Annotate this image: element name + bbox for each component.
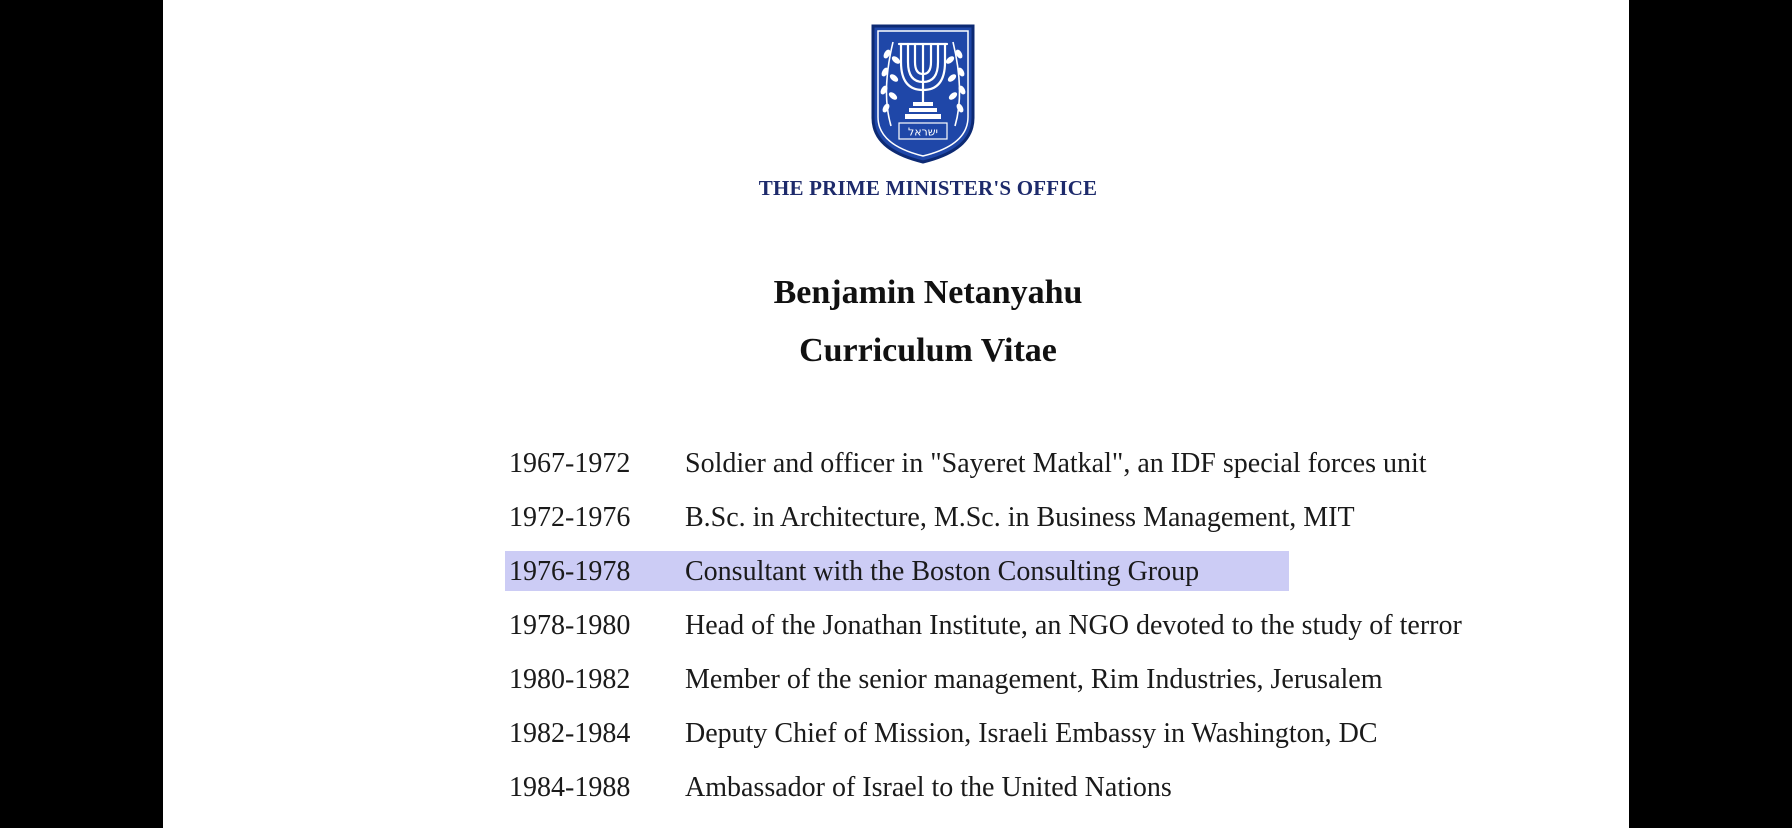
cv-entry-description: Soldier and officer in "Sayeret Matkal", an IDF special forces unit [685, 448, 1427, 479]
document-page [163, 0, 1629, 828]
cv-entry-period: 1984-1988 [509, 772, 631, 803]
cv-entry-description: Head of the Jonathan Institute, an NGO devoted to the study of terror [685, 610, 1462, 641]
person-name: Benjamin Netanyahu [773, 274, 1083, 311]
cv-entry-description: Consultant with the Boston Consulting Group [685, 556, 1200, 587]
cv-entry-description: B.Sc. in Architecture, M.Sc. in Business Management, MIT [685, 502, 1355, 533]
cv-entry-period: 1972-1976 [509, 502, 631, 533]
cv-entry-period: 1980-1982 [509, 664, 631, 695]
cv-entry-period: 1978-1980 [509, 610, 631, 641]
cv-entry-description: Deputy Chief of Mission, Israeli Embassy in Washington, DC [685, 718, 1378, 749]
cv-entry-period: 1967-1972 [509, 448, 631, 479]
israel-emblem-icon [869, 22, 977, 164]
cv-entry-description: Ambassador of Israel to the United Nations [685, 772, 1172, 803]
cv-entry-period: 1982-1984 [509, 718, 631, 749]
svg-text:ישראל: ישראל [907, 125, 939, 139]
cv-entry-period: 1976-1978 [509, 556, 631, 587]
office-heading: THE PRIME MINISTER'S OFFICE [758, 176, 1098, 200]
cv-entry-description: Member of the senior management, Rim Industries, Jerusalem [685, 664, 1383, 695]
document-subtitle: Curriculum Vitae [799, 332, 1057, 369]
